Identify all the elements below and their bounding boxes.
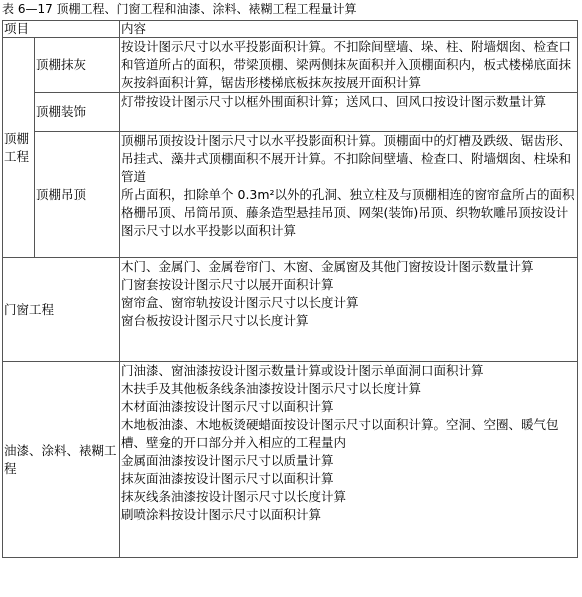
- content-line: 金属面油漆按设计图示尺寸以质量计算: [121, 453, 334, 468]
- header-content: 内容: [120, 21, 578, 38]
- content-line: 抹灰面油漆按设计图示尺寸以面积计算: [121, 471, 334, 486]
- content-line: 窗帘盒、窗帘轨按设计图示尺寸以长度计算: [121, 295, 359, 310]
- table-row: [3, 38, 578, 93]
- paint-category: 油漆、涂料、裱糊工程: [3, 362, 120, 558]
- content-line: 窗台板按设计图示尺寸以长度计算: [121, 313, 309, 328]
- ceiling-plaster-label: 顶棚抹灰: [35, 38, 120, 93]
- table-row: [3, 258, 578, 362]
- ceiling-suspended-label: 顶棚吊顶: [35, 132, 120, 258]
- ceiling-category: 顶棚工程: [3, 38, 35, 258]
- content-line: 刷喷涂料按设计图示尺寸以面积计算: [121, 507, 322, 522]
- ceiling-plaster-content: 按设计图示尺寸以水平投影面积计算。不扣除间壁墙、垛、柱、附墙烟囱、检查口和管道所占的面积，带梁顶棚、梁两侧抹灰面积并入顶棚面积内，板式楼梯底面抹灰按斜面积计算，锯齿形楼梯底板抹灰按展开面积计算: [120, 38, 578, 93]
- ceiling-suspended-content: [120, 132, 578, 258]
- content-line: 顶棚吊顶按设计图示尺寸以水平投影面积计算。顶棚面中的灯槽及跌级、锯齿形、吊挂式、藻井式顶棚面积不展开计算。不扣除间壁墙、检查口、附墙烟囱、柱垛和管道: [121, 133, 572, 184]
- content-line: 木门、金属门、金属卷帘门、木窗、金属窗及其他门窗按设计图示数量计算: [121, 259, 534, 274]
- table-caption: 表 6—17 顶棚工程、门窗工程和油漆、涂料、裱糊工程工程量计算: [2, 2, 357, 16]
- content-line: 木地板油漆、木地板烫硬蜡面按设计图示尺寸以面积计算。空洞、空圈、暖气包槽、壁龛的开口部分并入相应的工程量内: [121, 417, 559, 450]
- content-line: 木扶手及其他板条线条油漆按设计图示尺寸以长度计算: [121, 381, 422, 396]
- content-line: 抹灰线条油漆按设计图示尺寸以长度计算: [121, 489, 347, 504]
- content-line: 所占面积，扣除单个 0.3m²以外的孔洞、独立柱及与顶棚相连的窗帘盒所占的面积格栅吊顶、吊筒吊顶、藤条造型悬挂吊顶、网架(装饰)吊顶、织物软雕吊顶按设计图示尺寸以水平投影以面积计算: [121, 187, 575, 238]
- paint-content: [120, 362, 578, 558]
- ceiling-decor-label: 顶棚装饰: [35, 93, 120, 132]
- header-item: 项目: [3, 21, 120, 38]
- quantity-table: [2, 20, 578, 558]
- content-line: 门油漆、窗油漆按设计图示数量计算或设计图示单面洞口面积计算: [121, 363, 484, 378]
- table-header-row: [3, 21, 578, 38]
- table-row: [3, 362, 578, 558]
- table-row: [3, 93, 578, 132]
- content-line: 门窗套按设计图示尺寸以展开面积计算: [121, 277, 334, 292]
- doors-content: [120, 258, 578, 362]
- content-line: 木材面油漆按设计图示尺寸以面积计算: [121, 399, 334, 414]
- table-row: [3, 132, 578, 258]
- doors-category: 门窗工程: [3, 258, 120, 362]
- ceiling-decor-content: 灯带按设计图示尺寸以框外围面积计算；送风口、回风口按设计图示数量计算: [120, 93, 578, 132]
